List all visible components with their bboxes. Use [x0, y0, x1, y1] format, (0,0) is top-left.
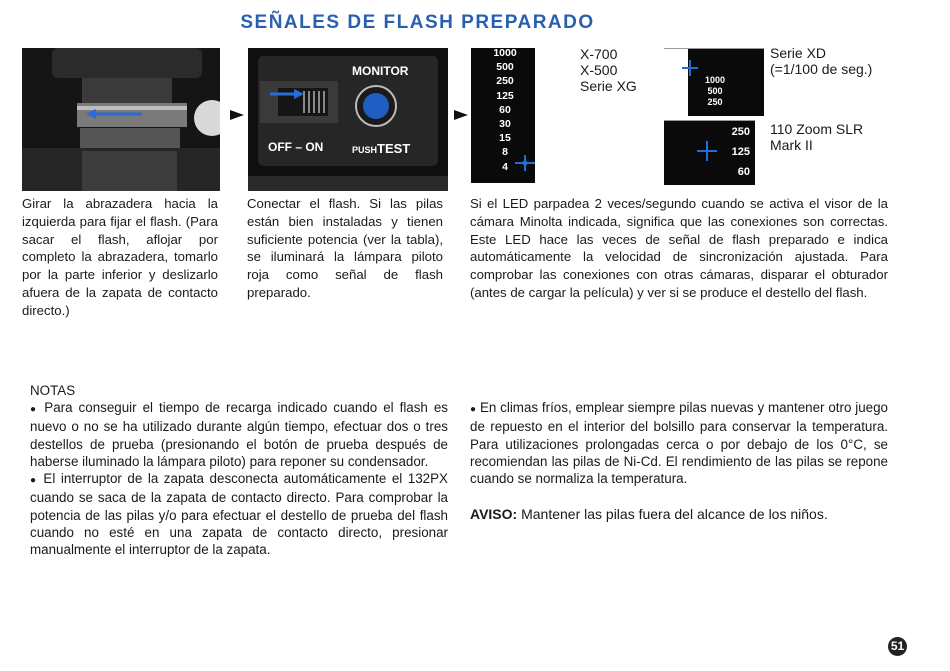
viewfinder-x700 — [471, 48, 570, 183]
bullet-icon: ● — [30, 404, 39, 415]
monitor-label: MONITOR — [352, 64, 409, 78]
monitor-unit-photo — [248, 48, 448, 191]
push-label: PUSH — [352, 145, 378, 155]
caption-connect-flash: Conectar el flash. Si las pilas están bien instaladas y tienen suficiente potencia (ver la tabla), se iluminará la lámpara piloto roja como señal de flash preparado. — [247, 196, 443, 300]
zoom-slr-label: 110 Zoom SLR Mark II — [770, 121, 864, 153]
scale-value: 60 — [737, 166, 750, 178]
flash-mount-photo — [22, 48, 220, 191]
note-item: ● Para conseguir el tiempo de recarga indicado cuando el flash es nuevo o no se ha utilizado durante algún tiempo, efectuar dos o tres destellos de prueba (presionando el botón de prueba después de haberse iluminado la lámpara piloto) para reponer su condensador. — [30, 400, 448, 469]
viewfinder-xd — [664, 48, 764, 116]
caption-led-signal: Si el LED parpadea 2 veces/segundo cuando se activa el visor de la cámara Minolta indicada, significa que las conexiones son correctas. Este LED hace las veces de señal de flash preparado e indica automáticamente la velocidad de sincronización ajustada. Para comprobar las conexiones con otras cámaras, disparar el obturador (antes de cargar la película) y ver si se produce el destello del flash. — [470, 196, 888, 300]
scale-value: 250 — [731, 126, 750, 138]
note-item: ● En climas fríos, emplear siempre pilas nuevas y mantener otro juego de repuesto en el interior del bolsillo para conservar la temperatura. Para utilizaciones prolongadas cerca o por debajo de los 0°C, se recomiendan las pilas de Ni-Cd. El rendimiento de las pilas se repone cuando se normaliza la temperatura. — [470, 400, 888, 487]
monitor-unit-illustration — [248, 48, 448, 191]
page-title: SEÑALES DE FLASH PREPARADO — [240, 12, 595, 33]
notes-left-column — [30, 399, 448, 559]
scale-value: 250 — [496, 75, 514, 88]
off-on-label: OFF – ON — [268, 140, 324, 154]
scale-value: 1000 — [493, 47, 517, 59]
bullet-icon: ● — [30, 475, 38, 487]
arrow-right-icon — [454, 110, 468, 120]
scale-value: 1000 — [704, 75, 726, 85]
scale-value: 8 — [502, 146, 508, 159]
scale-value: 4 — [502, 160, 508, 173]
camera-models-label: X-700 X-500 Serie XG — [580, 46, 637, 94]
scale-value: 30 — [499, 118, 511, 131]
test-label: TEST — [377, 141, 411, 156]
caption-attach-flash: Girar la abrazadera hacia la izquierda para fijar el flash. (Para sacar el flash, aflojar por completo la abrazadera, tomarlo por la parte inferior y deslizarlo afuera de la zapata de contacto directo.) — [22, 196, 218, 318]
note-item: ● El interruptor de la zapata desconecta automáticamente el 132PX cuando se saca de la zapata de contacto directo. Para comprobar la potencia de las pilas y/o para efectuar el destello de prueba del flash cuando no esté en una zapata de contacto directo, presionar manualmente el interruptor de la zapata. — [30, 471, 448, 558]
warning-note — [470, 505, 888, 523]
notes-heading: NOTAS — [30, 383, 76, 398]
scale-value: 15 — [499, 132, 511, 145]
viewfinder-110-zoom — [664, 120, 764, 185]
scale-value: 60 — [499, 103, 511, 116]
bullet-icon: ● — [470, 404, 477, 415]
push-test-label — [352, 140, 410, 158]
shutter-scale — [490, 46, 520, 174]
warning-text: Mantener las pilas fuera del alcance de los niños. — [521, 506, 828, 523]
arrow-right-icon — [230, 110, 244, 120]
led-cross-icon — [471, 48, 570, 183]
scale-value: 500 — [496, 61, 514, 74]
scale-value: 125 — [496, 89, 514, 102]
flash-mount-illustration — [22, 48, 220, 191]
scale-value: 125 — [731, 146, 750, 158]
serie-xd-label: Serie XD (=1/100 de seg.) — [770, 45, 873, 77]
scale-value: 250 — [707, 97, 723, 107]
page-number: 51 — [888, 637, 907, 656]
warning-label: AVISO: — [470, 506, 518, 523]
notes-right-column — [470, 399, 888, 523]
scale-value: 500 — [707, 86, 723, 96]
